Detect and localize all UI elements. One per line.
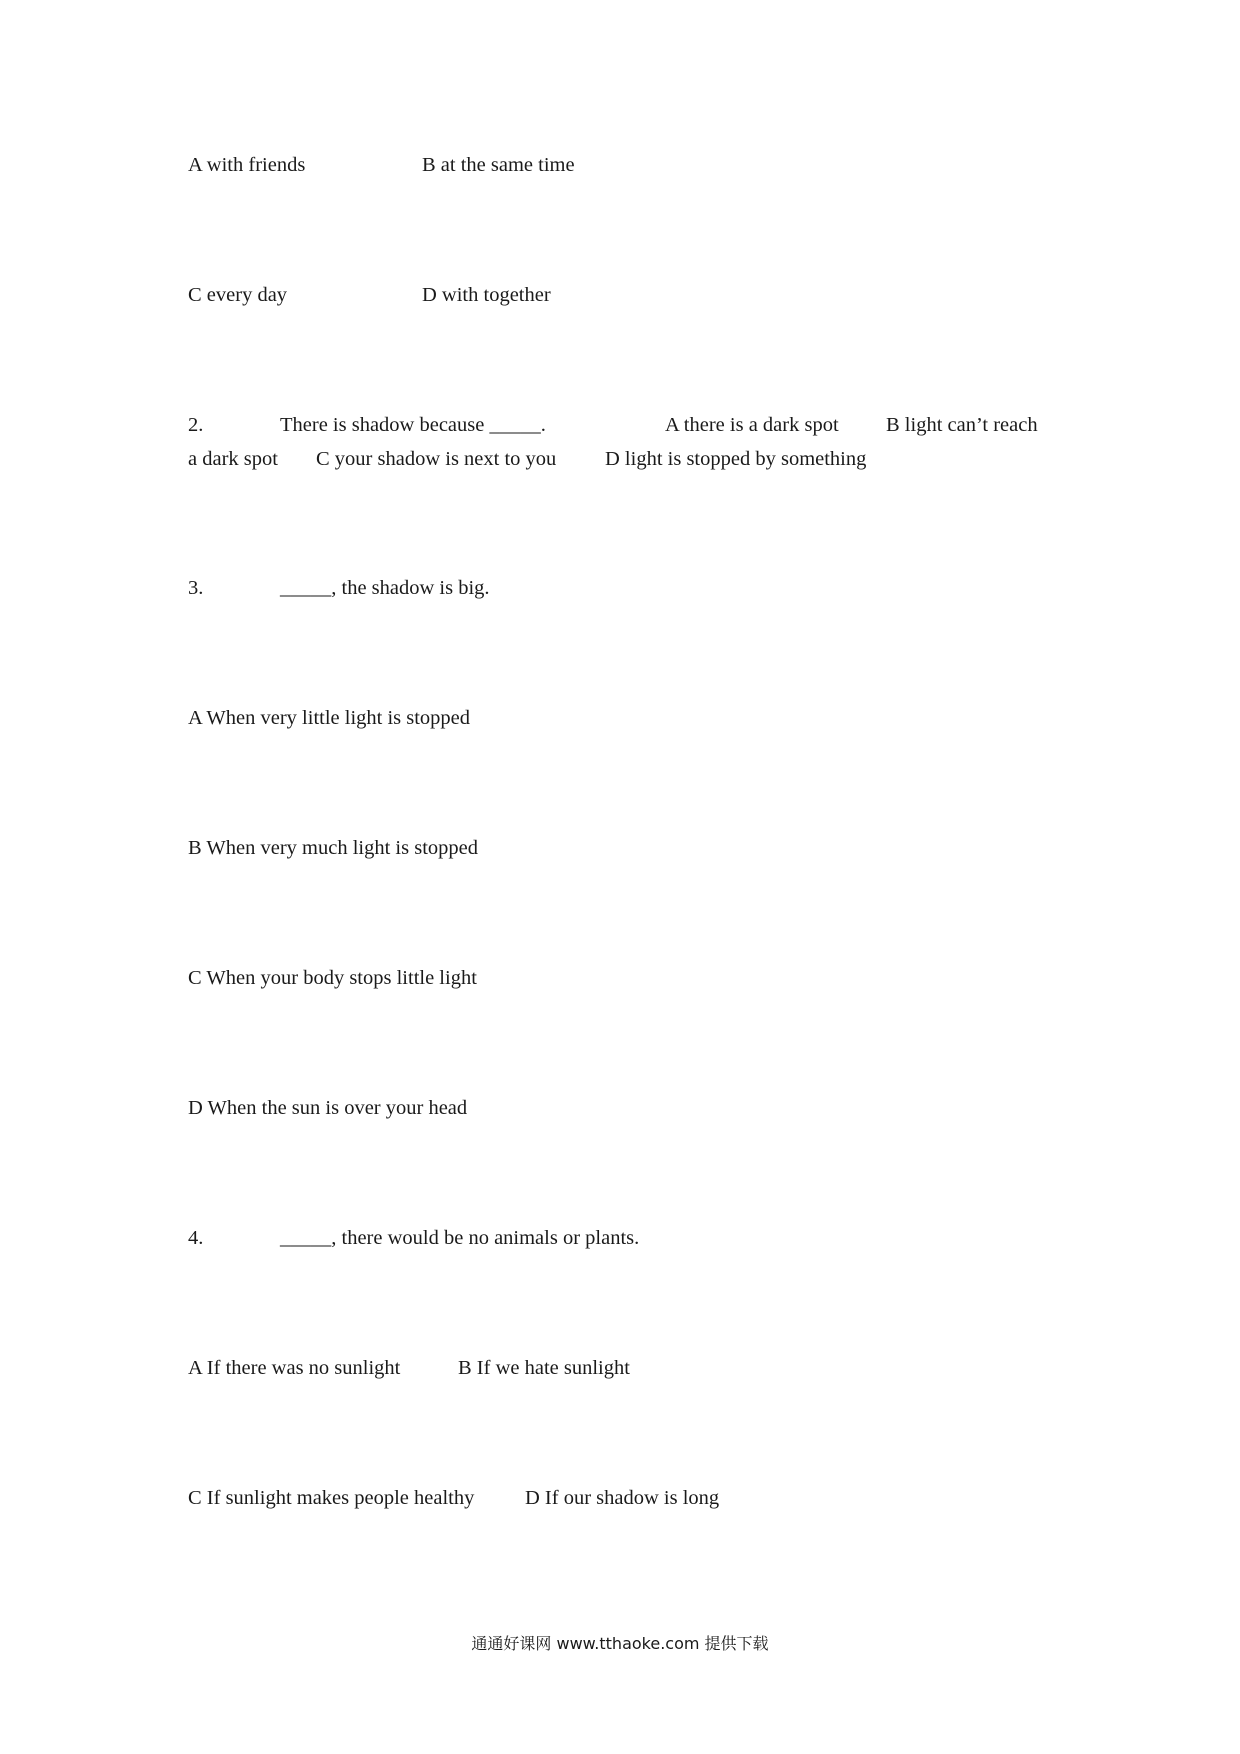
q2-option-b-line2: a dark spot: [188, 448, 278, 470]
q3-option-a: A When very little light is stopped: [188, 707, 471, 729]
q4-option-c: C If sunlight makes people healthy: [188, 1487, 475, 1509]
q3-option-b: B When very much light is stopped: [188, 837, 479, 859]
q2-number: 2.: [188, 414, 204, 436]
q1-option-b: B at the same time: [422, 154, 575, 176]
q4-stem: _____, there would be no animals or plants.: [280, 1227, 640, 1249]
q2-option-d: D light is stopped by something: [605, 448, 867, 470]
q4-option-b: B If we hate sunlight: [458, 1357, 630, 1379]
q1-option-c: C every day: [188, 284, 288, 306]
q1-option-d: D with together: [422, 284, 551, 306]
q3-option-d: D When the sun is over your head: [188, 1097, 468, 1119]
q4-option-d: D If our shadow is long: [525, 1487, 720, 1509]
q1-option-a: A with friends: [188, 154, 306, 176]
q2-option-c: C your shadow is next to you: [316, 448, 557, 470]
q3-option-c: C When your body stops little light: [188, 967, 477, 989]
q2-option-b-line1: B light can’t reach: [886, 414, 1038, 436]
q2-stem: There is shadow because _____.: [280, 414, 546, 436]
q3-number: 3.: [188, 577, 204, 599]
page-footer: 通通好课网 www.tthaoke.com 提供下载: [471, 1634, 769, 1653]
q3-stem: _____, the shadow is big.: [280, 577, 490, 599]
q4-number: 4.: [188, 1227, 204, 1249]
q4-option-a: A If there was no sunlight: [188, 1357, 401, 1379]
q2-option-a: A there is a dark spot: [665, 414, 839, 436]
